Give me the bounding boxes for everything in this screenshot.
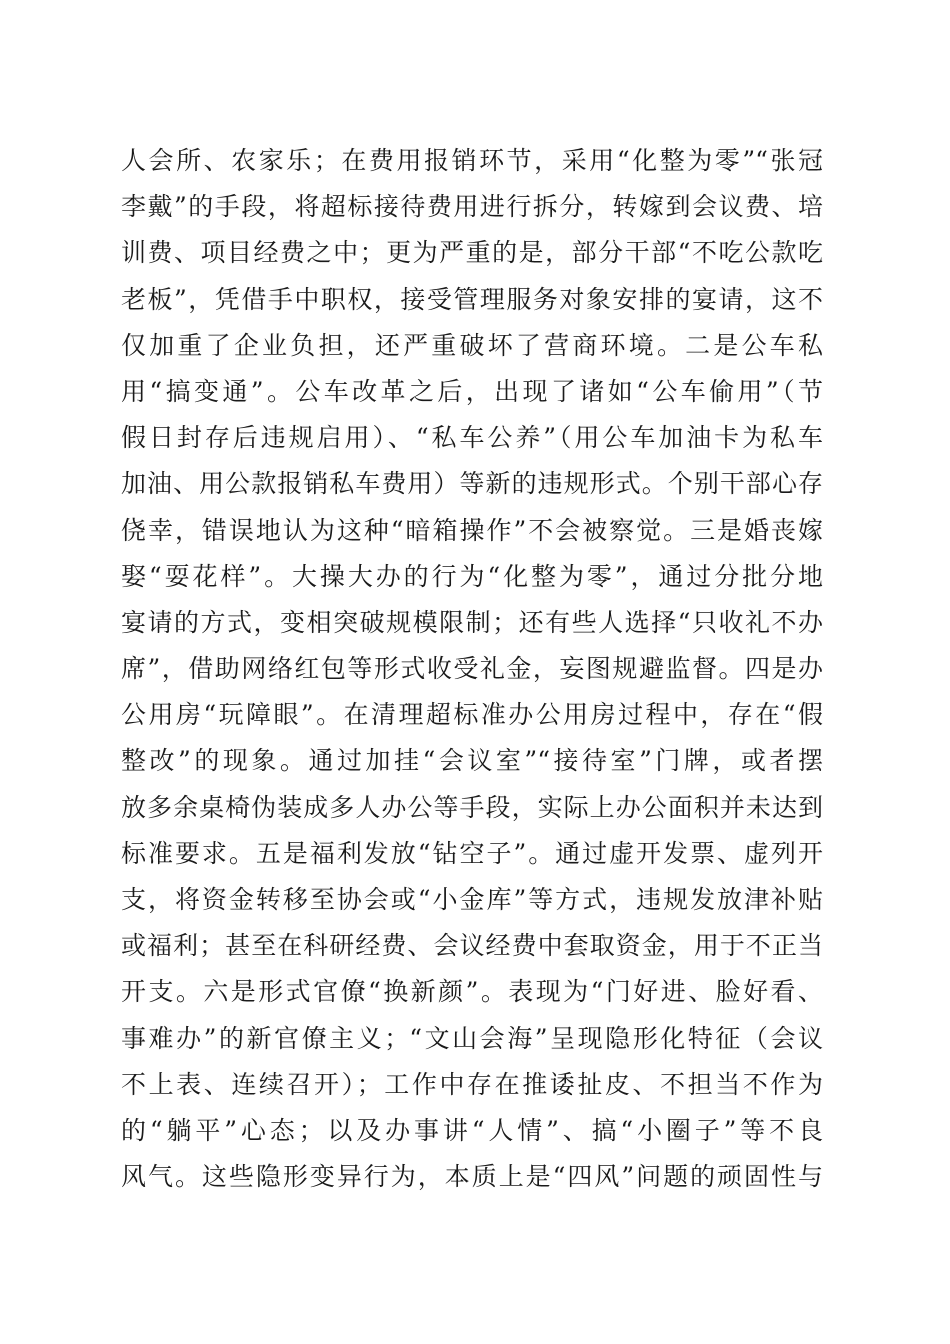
text-line: 不上表、连续召开）；工作中存在推诿扯皮、不担当不作为 <box>121 1069 823 1099</box>
text-line: 标准要求。五是福利发放“钻空子”。通过虚开发票、虚列开 <box>121 838 823 868</box>
text-line: 开支。六是形式官僚“换新颜”。表现为“门好进、脸好看、 <box>121 977 823 1007</box>
text-line: 的“躺平”心态；以及办事讲“人情”、搞“小圈子”等不良 <box>121 1115 823 1145</box>
text-line: 放多余桌椅伪装成多人办公等手段，实际上办公面积并未达到 <box>121 792 823 822</box>
text-line: 席”，借助网络红包等形式收受礼金，妄图规避监督。四是办 <box>121 654 823 684</box>
text-line: 加油、用公款报销私车费用）等新的违规形式。个别干部心存 <box>121 469 823 499</box>
text-line: 公用房“玩障眼”。在清理超标准办公用房过程中，存在“假 <box>121 700 823 730</box>
text-line: 李戴”的手段，将超标接待费用进行拆分，转嫁到会议费、培 <box>121 192 823 222</box>
text-line: 用“搞变通”。公车改革之后，出现了诸如“公车偷用”（节 <box>121 376 823 406</box>
text-line: 支，将资金转移至协会或“小金库”等方式，违规发放津补贴 <box>121 885 823 914</box>
text-line: 整改”的现象。通过加挂“会议室”“接待室”门牌，或者摆 <box>121 746 823 776</box>
text-line: 或福利；甚至在科研经费、会议经费中套取资金，用于不正当 <box>121 931 823 961</box>
text-line: 老板”，凭借手中职权，接受管理服务对象安排的宴请，这不 <box>121 284 823 314</box>
text-line: 宴请的方式，变相突破规模限制；还有些人选择“只收礼不办 <box>121 607 823 637</box>
text-line: 娶“耍花样”。大操大办的行为“化整为零”，通过分批分地 <box>121 561 823 591</box>
text-line: 风气。这些隐形变异行为，本质上是“四风”问题的顽固性与 <box>121 1162 823 1192</box>
text-line: 侥幸，错误地认为这种“暗箱操作”不会被察觉。三是婚丧嫁 <box>121 515 823 545</box>
text-line: 假日封存后违规启用）、“私车公养”（用公车加油卡为私车 <box>121 423 823 453</box>
text-line: 事难办”的新官僚主义；“文山会海”呈现隐形化特征（会议 <box>121 1023 823 1053</box>
text-line: 训费、项目经费之中；更为严重的是，部分干部“不吃公款吃 <box>121 238 823 268</box>
text-line: 人会所、农家乐；在费用报销环节，采用“化整为零”“张冠 <box>121 146 823 175</box>
body-text <box>121 138 823 1200</box>
text-line: 仅加重了企业负担，还严重破坏了营商环境。二是公车私 <box>121 330 823 360</box>
